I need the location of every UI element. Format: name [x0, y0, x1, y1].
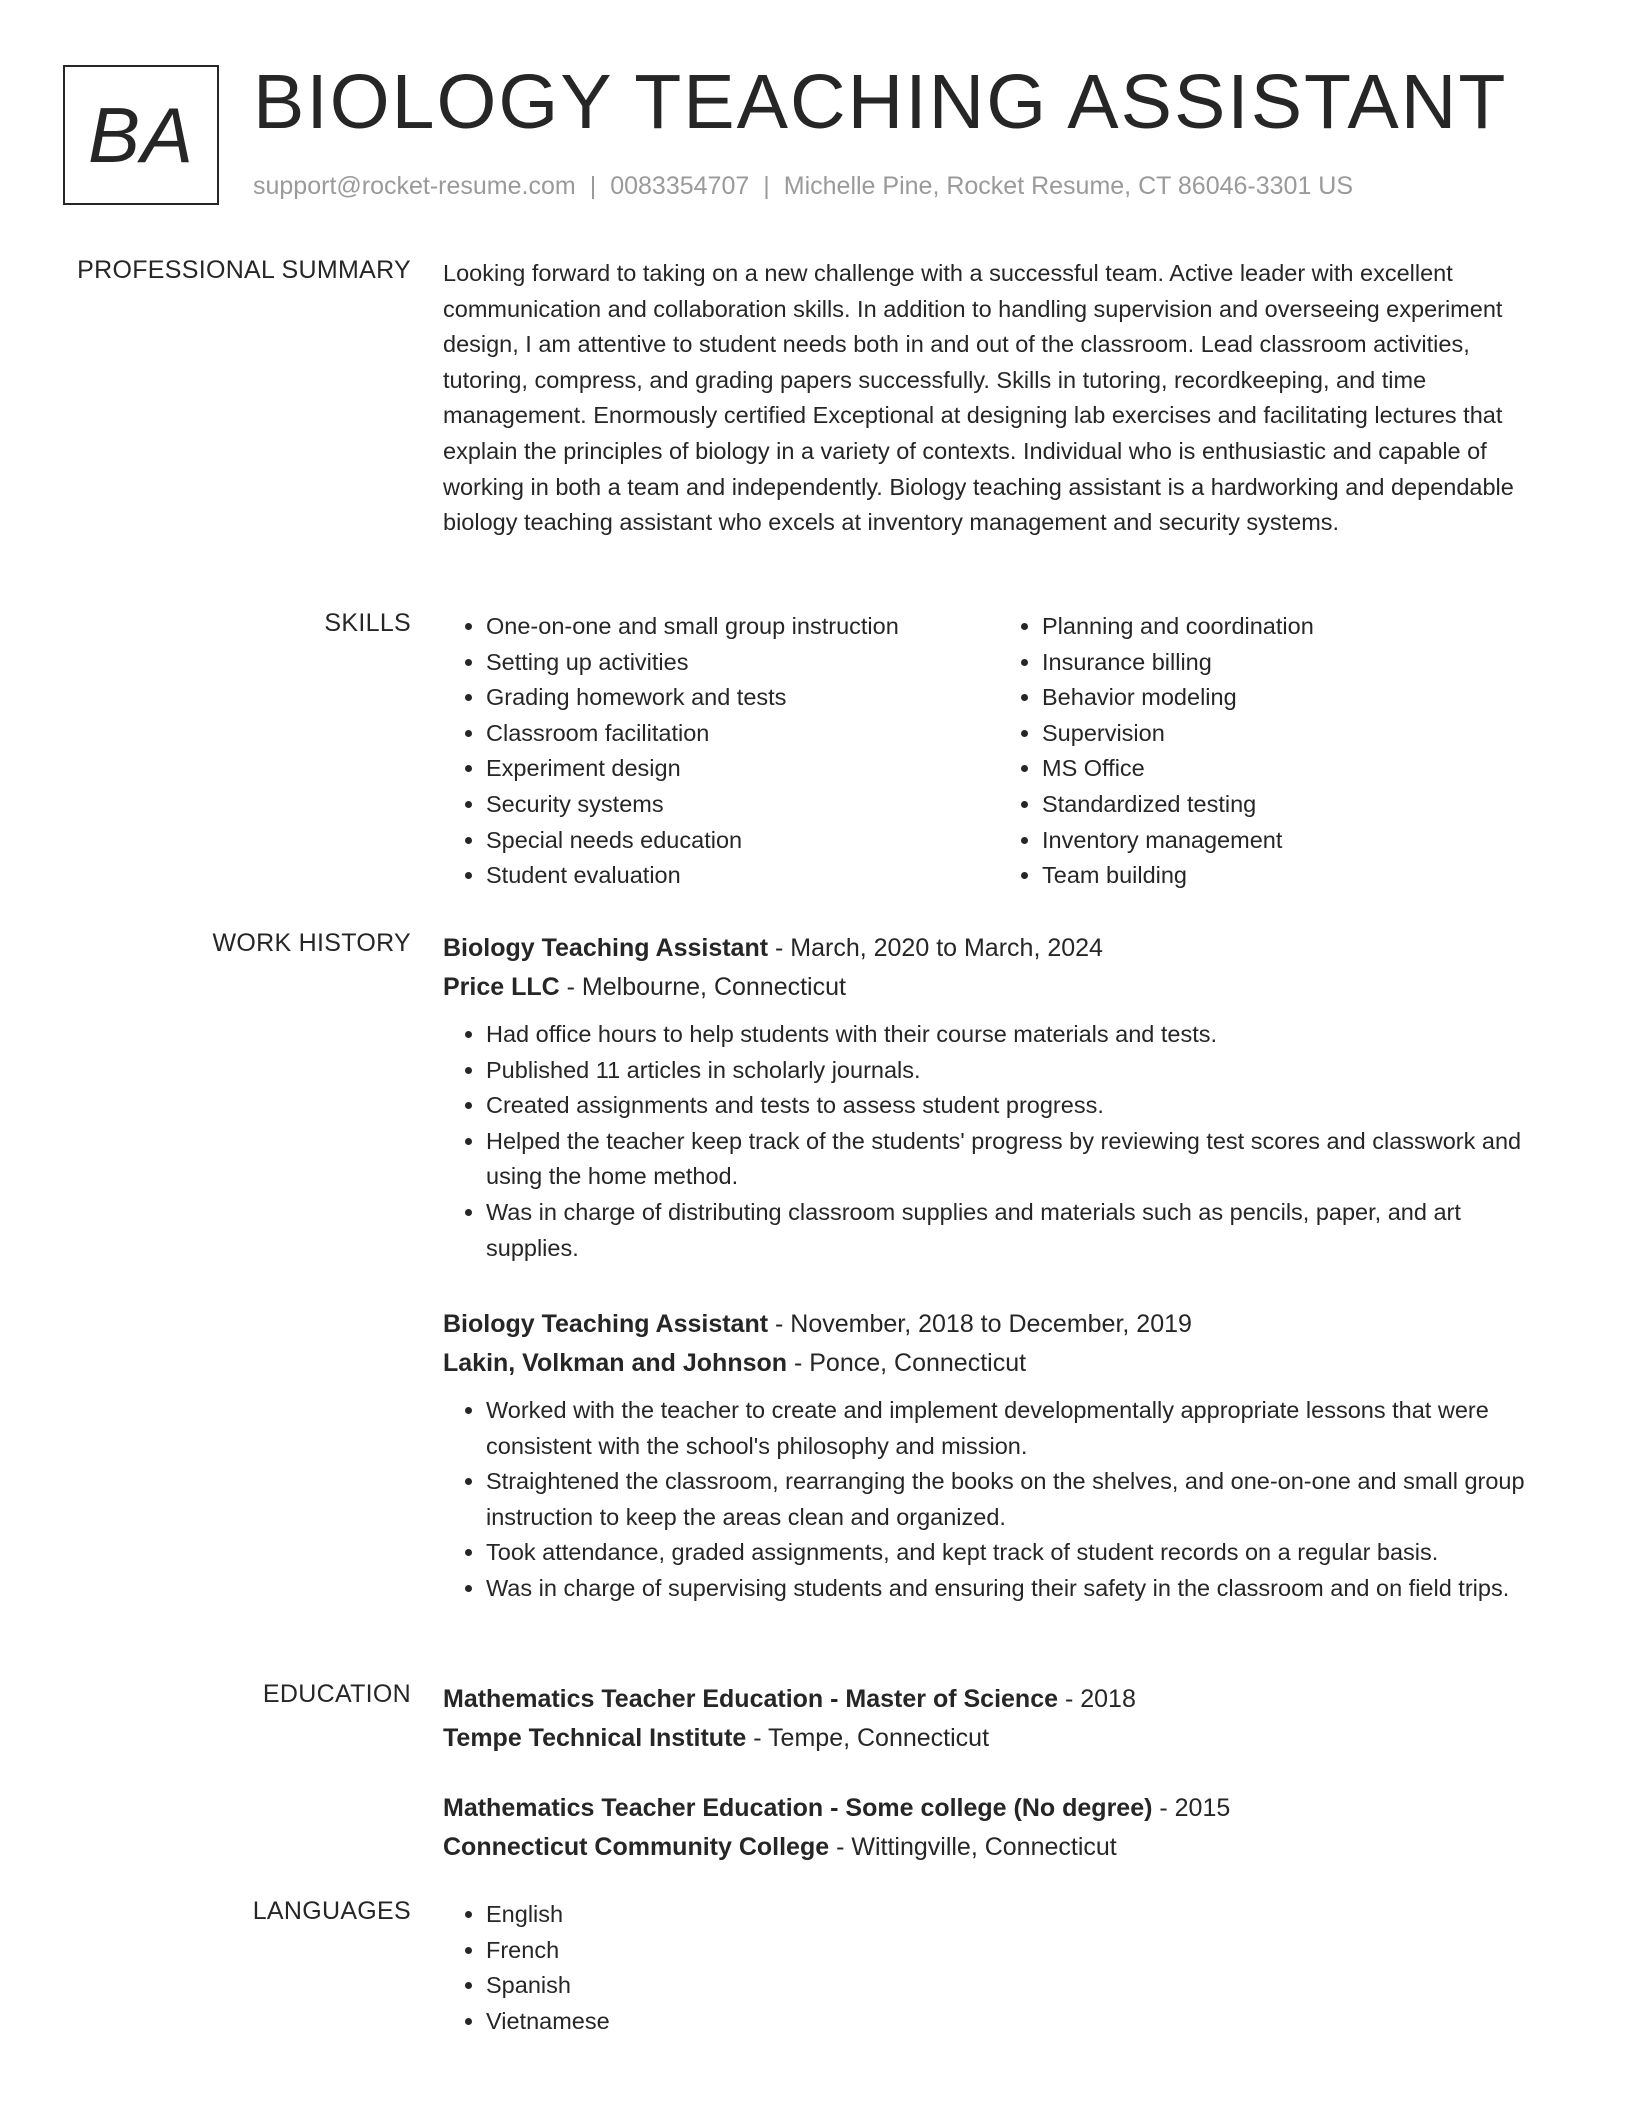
job-title-line	[443, 929, 1555, 968]
resume-title: BIOLOGY TEACHING ASSISTANT	[253, 59, 1508, 145]
list-item: • MS Office	[1042, 751, 1555, 787]
languages-list	[443, 1897, 1555, 2039]
list-item: • Experiment design	[486, 751, 999, 787]
list-item: • Vietnamese	[486, 2004, 1555, 2040]
education-school-line	[443, 1828, 1555, 1867]
list-item: • Spanish	[486, 1968, 1555, 2004]
job-title: Biology Teaching Assistant	[443, 1310, 769, 1338]
education-school-line	[443, 1719, 1555, 1758]
list-item: • Was in charge of distributing classroom supplies and materials such as pencils, paper, and art supplies.	[486, 1195, 1555, 1266]
list-item: • Insurance billing	[1042, 645, 1555, 681]
list-item: • Classroom facilitation	[486, 716, 999, 752]
languages-heading: LANGUAGES	[252, 1897, 411, 1925]
list-item: • Security systems	[486, 787, 999, 823]
job-company: Lakin, Volkman and Johnson	[443, 1349, 788, 1377]
skills-list-left	[443, 609, 999, 894]
education-body-2	[443, 1789, 1555, 1867]
list-item: • Grading homework and tests	[486, 680, 999, 716]
contact-address: Michelle Pine, Rocket Resume, CT 86046-3301 US	[783, 172, 1354, 200]
list-item: • Planning and coordination	[1042, 609, 1555, 645]
job-bullets	[443, 1393, 1555, 1607]
job-location: - Melbourne, Connecticut	[559, 973, 846, 1001]
list-item: • Was in charge of supervising students and ensuring their safety in the classroom and on field trips.	[486, 1571, 1555, 1607]
job-company-line	[443, 968, 1555, 1007]
contact-phone: 0083354707	[610, 172, 750, 200]
list-item: • Behavior modeling	[1042, 680, 1555, 716]
job-location: - Ponce, Connecticut	[787, 1349, 1027, 1377]
list-item: • Straightened the classroom, rearranging the books on the shelves, and one-on-one and small group instruction to keep the areas clean and organized.	[486, 1464, 1555, 1535]
skills-list-right	[999, 609, 1555, 894]
education-school: Tempe Technical Institute	[443, 1724, 747, 1752]
work-body	[443, 929, 1555, 1266]
list-item: • Student evaluation	[486, 858, 999, 894]
list-item: • English	[486, 1897, 1555, 1933]
education-heading: EDUCATION	[262, 1680, 411, 1708]
education-degree-line	[443, 1680, 1555, 1719]
summary-text: Looking forward to taking on a new challenge with a successful team. Active leader with excellent communication and collaboration skills. In addition to handling supervision and overseeing experiment design, I am attentive to student needs both in and out of the classroom. Lead classroom activities, tutoring, compress, and grading papers successfully. Skills in tutoring, recordkeeping, and time management. Enormously certified Exceptional at designing lab exercises and facilitating lectures that explain the principles of biology in a variety of contexts. Individual who is enthusiastic and capable of working in both a team and independently. Biology teaching assistant is a hardworking and dependable biology teaching assistant who excels at inventory management and security systems.	[443, 260, 1514, 536]
job-bullets	[443, 1017, 1555, 1266]
list-item: • One-on-one and small group instruction	[486, 609, 999, 645]
summary-body	[443, 256, 1555, 541]
education-school: Connecticut Community College	[443, 1833, 830, 1861]
list-item: • Worked with the teacher to create and implement developmentally appropriate lessons that were consistent with the school's philosophy and mission.	[486, 1393, 1555, 1464]
list-item: • Took attendance, graded assignments, and kept track of student records on a regular basis.	[486, 1535, 1555, 1571]
education-entry	[443, 1680, 1555, 1758]
list-item: • Special needs education	[486, 823, 999, 859]
contact-separator: |	[589, 172, 597, 200]
education-location: - Wittingville, Connecticut	[829, 1833, 1117, 1861]
education-location: - Tempe, Connecticut	[746, 1724, 990, 1752]
education-degree: Mathematics Teacher Education - Some college (No degree)	[443, 1794, 1153, 1822]
contact-separator: |	[763, 172, 770, 200]
list-item: • Published 11 articles in scholarly journals.	[486, 1053, 1555, 1089]
job-dates: - November, 2018 to December, 2019	[768, 1310, 1192, 1338]
contact-line	[253, 172, 1353, 201]
monogram-badge: BA	[63, 65, 219, 205]
job-title: Biology Teaching Assistant	[443, 934, 769, 962]
education-entry	[443, 1789, 1555, 1867]
skills-body	[443, 609, 1555, 894]
job-dates: - March, 2020 to March, 2024	[768, 934, 1103, 962]
education-year: - 2018	[1058, 1685, 1136, 1713]
work-heading: WORK HISTORY	[212, 929, 411, 957]
list-item: • Helped the teacher keep track of the students' progress by reviewing test scores and classwork and using the home method.	[486, 1124, 1555, 1195]
summary-heading: PROFESSIONAL SUMMARY	[77, 256, 411, 284]
contact-email: support@rocket-resume.com	[253, 172, 576, 200]
list-item: • Supervision	[1042, 716, 1555, 752]
languages-body	[443, 1897, 1555, 2039]
job-title-line	[443, 1305, 1555, 1344]
list-item: • Standardized testing	[1042, 787, 1555, 823]
list-item: • Team building	[1042, 858, 1555, 894]
job-entry	[443, 929, 1555, 1266]
education-year: - 2015	[1152, 1794, 1231, 1822]
education-body	[443, 1680, 1555, 1758]
job-entry	[443, 1305, 1555, 1607]
education-degree-line	[443, 1789, 1555, 1828]
list-item: • Had office hours to help students with their course materials and tests.	[486, 1017, 1555, 1053]
list-item: • French	[486, 1933, 1555, 1969]
list-item: • Setting up activities	[486, 645, 999, 681]
list-item: • Inventory management	[1042, 823, 1555, 859]
job-company-line	[443, 1344, 1555, 1383]
work-body-2	[443, 1305, 1555, 1607]
education-degree: Mathematics Teacher Education - Master of Science	[443, 1685, 1059, 1713]
job-company: Price LLC	[443, 973, 560, 1001]
list-item: • Created assignments and tests to assess student progress.	[486, 1088, 1555, 1124]
skills-heading: SKILLS	[324, 609, 411, 637]
